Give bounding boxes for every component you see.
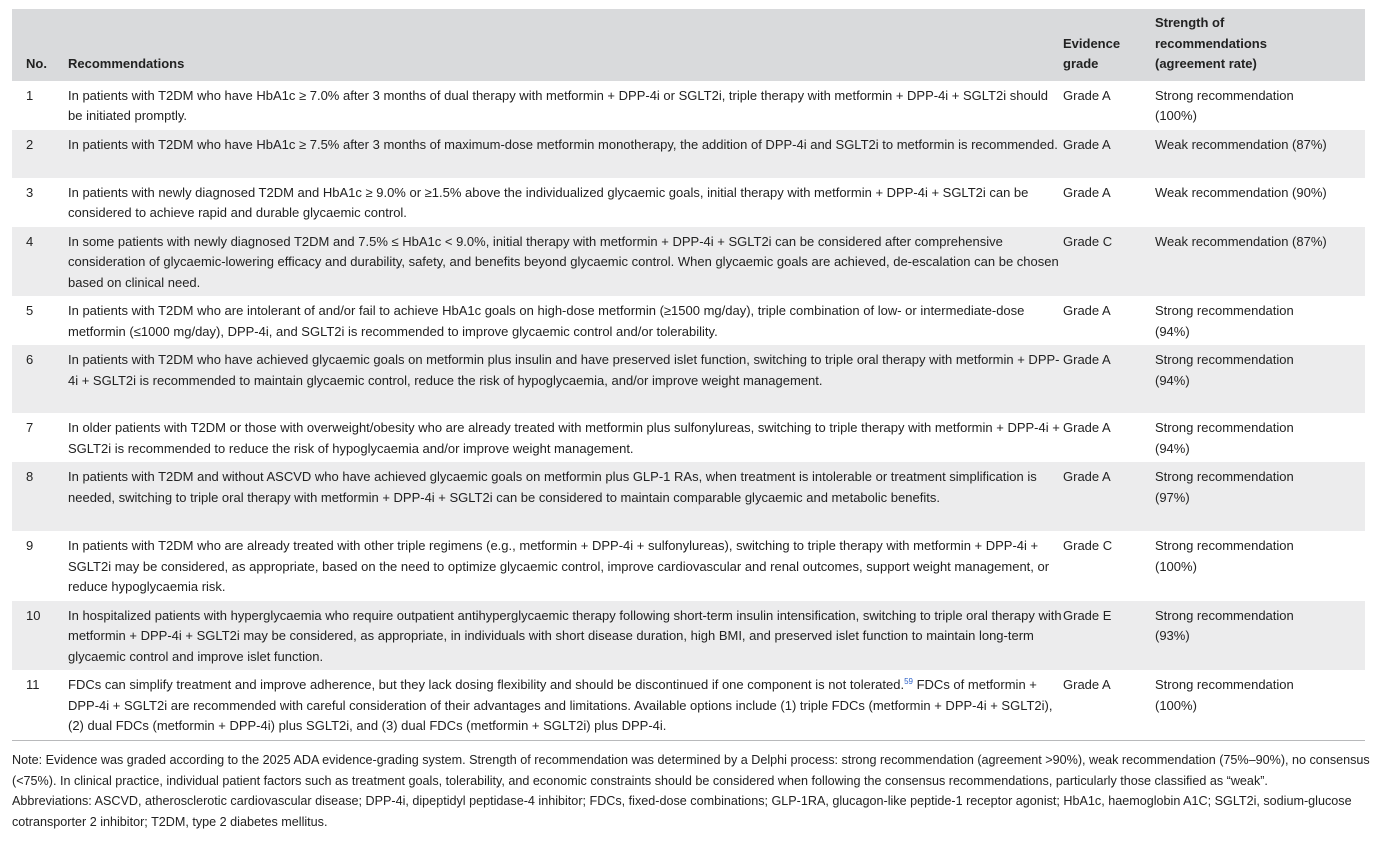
recommendation-text: In patients with T2DM and without ASCVD who have achieved glycaemic goals on metformin plus GLP-1 RAs, when treatment is intolerable or treatment simplification is needed, switching to triple oral therapy with metformin + DPP-4i + SGLT2i can be considered to maintain comparable glycaemic and metabolic benefits.	[68, 469, 1037, 505]
row-number: 8	[26, 469, 34, 484]
recommendation-text-part: FDCs can simplify treatment and improve adherence, but they lack dosing flexibility and should be discontinued if one component is not tolerated.	[68, 677, 905, 692]
row-number: 7	[26, 420, 34, 435]
recommendation-text: In patients with newly diagnosed T2DM and HbA1c ≥ 9.0% or ≥1.5% above the individualized glycaemic goals, initial therapy with metformin + DPP-4i + SGLT2i can be considered to achieve rapid and durable glycaemic control.	[68, 184, 1029, 220]
evidence-grade: Grade A	[1063, 420, 1111, 435]
row-number: 6	[26, 352, 34, 367]
recommendation-text	[68, 670, 1063, 740]
recommendations-table	[12, 9, 1365, 741]
abbreviations-text: Abbreviations: ASCVD, atherosclerotic cardiovascular disease; DPP-4i, dipeptidyl peptidase-4 inhibitor; FDCs, fixed-dose combinations; GLP-1RA, glucagon-like peptide-1 receptor agonist; HbA1c, haemoglobin A1C; SGLT2i, sodium-glucose cotransporter 2 inhibitor; T2DM, type 2 diabetes mellitus.	[12, 794, 1352, 830]
recommendations-table-container	[12, 9, 1365, 741]
evidence-grade: Grade E	[1063, 607, 1112, 623]
header-strength: Strength of recommendations (agreement rate)	[1155, 15, 1267, 71]
table-row	[12, 670, 1365, 740]
note-text: Note: Evidence was graded according to the 2025 ADA evidence-grading system. Strength of recommendation was determined by a Delphi process: strong recommendation (agreement >90%), weak recommendation (75%–90%), no consensus (<75%). In clinical practice, individual patient factors such as treatment goals, tolerability, and economic constraints should be considered when following the consensus recommendations, particularly those classified as “weak”.	[12, 753, 1370, 788]
table-row	[12, 81, 1365, 130]
row-number: 3	[26, 184, 34, 200]
row-number: 10	[26, 607, 41, 623]
evidence-grade: Grade A	[1063, 469, 1111, 484]
recommendation-text: In patients with T2DM who have HbA1c ≥ 7.5% after 3 months of maximum-dose metformin monotherapy, the addition of DPP-4i and SGLT2i to metformin is recommended.	[68, 136, 1058, 152]
header-no: No.	[26, 56, 47, 71]
row-number: 4	[26, 233, 34, 249]
recommendation-strength: Weak recommendation (87%)	[1155, 136, 1327, 152]
recommendation-strength: Strong recommendation (94%)	[1155, 420, 1294, 456]
evidence-grade: Grade C	[1063, 233, 1113, 249]
recommendation-strength: Strong recommendation (100%)	[1155, 670, 1365, 740]
table-row	[12, 296, 1365, 345]
recommendation-text: In some patients with newly diagnosed T2DM and 7.5% ≤ HbA1c < 9.0%, initial therapy with metformin + DPP-4i + SGLT2i can be considered after comprehensive consideration of glycaemic-lowering efficacy and durability, safety, and benefits beyond glycaemic control. When glycaemic goals are achieved, de-escalation can be chosen based on clinical need.	[68, 233, 1059, 290]
row-number: 2	[26, 136, 34, 152]
header-evidence-grade: Evidence grade	[1063, 35, 1121, 71]
table-row	[12, 531, 1365, 601]
table-row	[12, 601, 1365, 671]
evidence-grade: Grade A	[1063, 136, 1111, 152]
table-row	[12, 345, 1365, 413]
header-recommendations: Recommendations	[68, 56, 185, 71]
recommendation-text: In patients with T2DM who have achieved glycaemic goals on metformin plus insulin and have preserved islet function, switching to triple oral therapy with metformin + DPP-4i + SGLT2i is recommended to maintain glycaemic control, reduce the risk of hypoglycaemia, and/or improve weight management.	[68, 352, 1060, 388]
recommendation-strength: Strong recommendation (94%)	[1155, 303, 1294, 339]
evidence-grade: Grade A	[1063, 87, 1111, 103]
recommendation-strength: Strong recommendation (93%)	[1155, 607, 1294, 643]
table-row	[12, 130, 1365, 178]
table-row	[12, 227, 1365, 297]
row-number: 11	[12, 670, 68, 740]
table-header-row	[12, 9, 1365, 81]
recommendation-strength: Strong recommendation (94%)	[1155, 352, 1294, 388]
recommendation-text: In patients with T2DM who are already treated with other triple regimens (e.g., metformin + DPP-4i + sulfonylureas), switching to triple therapy with metformin + DPP-4i + SGLT2i may be considered, as appropriate, based on the need to optimize glycaemic control, improve cardiovascular and renal outcomes, support weight management, or reduce hypoglycaemia risk.	[68, 538, 1050, 594]
evidence-grade: Grade A	[1063, 352, 1111, 367]
recommendation-text: In hospitalized patients with hyperglycaemia who require outpatient antihyperglycaemic therapy following short-term insulin intensification, switching to triple oral therapy with metformin + DPP-4i + SGLT2i may be considered, as appropriate, in individuals with short disease duration, high BMI, and preserved islet function to maintain long-term glycaemic control and improve islet function.	[68, 607, 1062, 664]
table-footnotes	[12, 750, 1372, 833]
recommendation-strength: Weak recommendation (90%)	[1155, 184, 1327, 200]
table-row	[12, 413, 1365, 462]
table-row	[12, 462, 1365, 531]
row-number: 9	[26, 538, 34, 553]
recommendation-strength: Strong recommendation (97%)	[1155, 469, 1294, 505]
recommendation-text: In older patients with T2DM or those with overweight/obesity who are already treated with metformin plus sulfonylureas, switching to triple therapy with metformin + DPP-4i + SGLT2i is recommended to reduce the risk of hypoglycaemia and/or improve weight management.	[68, 420, 1060, 456]
recommendation-text: In patients with T2DM who are intolerant of and/or fail to achieve HbA1c goals on high-dose metformin (≥1500 mg/day), triple combination of low- or intermediate-dose metformin (≤1000 mg/day), DPP-4i, and SGLT2i is recommended to improve glycaemic control and/or tolerability.	[68, 303, 1025, 339]
recommendation-text: In patients with T2DM who have HbA1c ≥ 7.0% after 3 months of dual therapy with metformin + DPP-4i or SGLT2i, triple therapy with metformin + DPP-4i + SGLT2i should be initiated promptly.	[68, 87, 1049, 123]
evidence-grade: Grade C	[1063, 538, 1113, 553]
evidence-grade: Grade A	[1063, 184, 1111, 200]
evidence-grade: Grade A	[1063, 670, 1155, 740]
recommendation-strength: Strong recommendation (100%)	[1155, 538, 1294, 574]
reference-link[interactable]: 59	[904, 677, 913, 686]
recommendation-strength: Weak recommendation (87%)	[1155, 233, 1327, 249]
evidence-grade: Grade A	[1063, 303, 1111, 318]
recommendation-text-continued: FDCs of metformin + DPP-4i + SGLT2i are recommended with careful consideration of their advantages and limitations. Available options include (1) triple FDCs (metformin + DPP-4i + SGLT2i), (2) dual FDCs (metformin + DPP-4i) plus SGLT2i, and (3) dual FDCs (metformin + SGLT2i) plus DPP-4i.	[68, 677, 1053, 733]
recommendation-strength: Strong recommendation (100%)	[1155, 87, 1294, 123]
table-row	[12, 178, 1365, 227]
row-number: 5	[26, 303, 34, 318]
row-number: 1	[26, 87, 34, 103]
